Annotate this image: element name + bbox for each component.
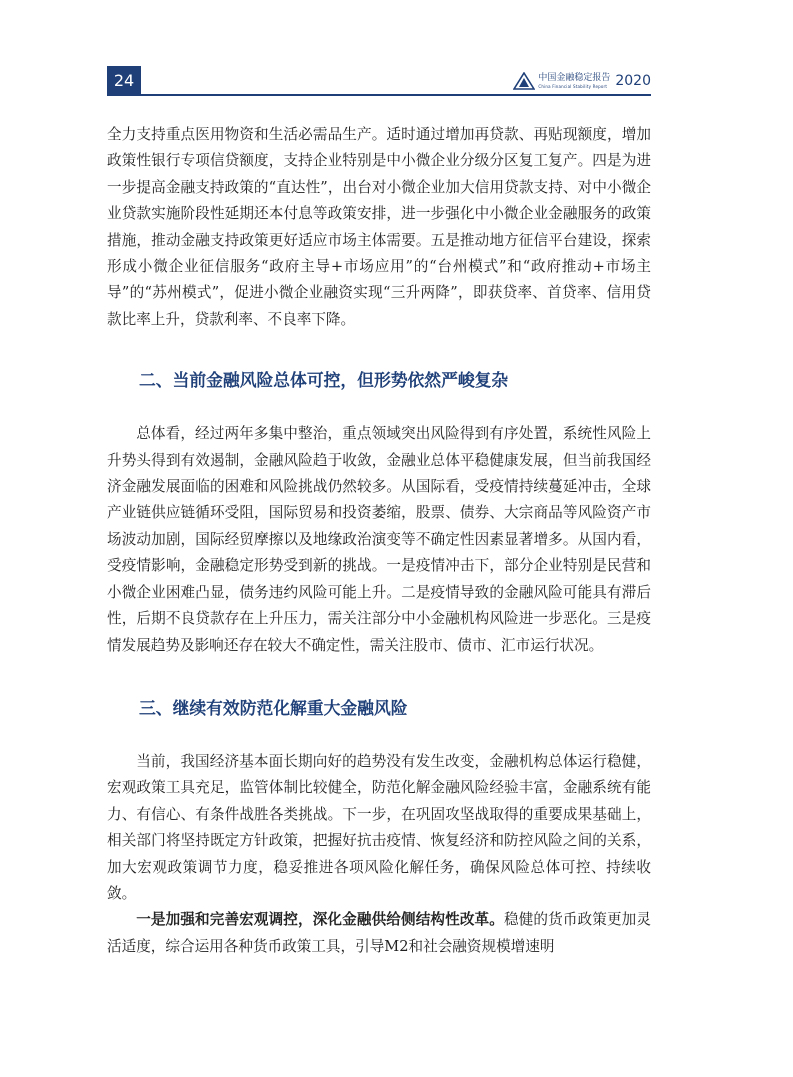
section-3-paragraph: 当前，我国经济基本面长期向好的趋势没有发生改变，金融机构总体运行稳健，宏观政策工具充足，监管体制比较健全，防范化解金融风险经验丰富，金融系统有能力、有信心、有条件战胜各类挑战。下一步，在巩固攻坚战取得的重要成果基础上，相关部门将坚持既定方针政策，把握好抗击疫情、恢复经济和防控风险之间的关系，加大宏观政策调节力度，稳妥推进各项风险化解任务，确保风险总体可控、持续收敛。 — [107, 752, 651, 902]
page-header — [107, 66, 651, 96]
logo-text — [538, 73, 610, 90]
point-1-lead: 一是加强和完善宏观调控，深化金融供给侧结构性改革。 — [136, 911, 504, 929]
section-2-paragraph: 总体看，经过两年多集中整治，重点领域突出风险得到有序处置，系统性风险上升势头得到有效遏制，金融风险趋于收敛，金融业总体平稳健康发展，但当前我国经济金融发展面临的困难和风险挑战仍然较多。从国际看，受疫情持续蔓延冲击，全球产业链供应链循环受阻，国际贸易和投资萎缩，股票、债券、大宗商品等风险资产市场波动加剧，国际经贸摩擦以及地缘政治演变等不确定性因素显著增多。从国内看，受疫情影响，金融稳定形势受到新的挑战。一是疫情冲击下，部分企业特别是民营和小微企业困难凸显，债务违约风险可能上升。二是疫情导致的金融风险可能具有滞后性，后期不良贷款存在上升压力，需关注部分中小金融机构风险进一步恶化。三是疫情发展趋势及影响还存在较大不确定性，需关注股市、债市、汇市运行状况。 — [107, 425, 651, 654]
point-1-text: 稳健的货币政策更加灵活适度，综合运用各种货币政策工具，引导M2和社会融资规模增速明 — [107, 911, 651, 955]
report-logo-icon — [513, 72, 535, 90]
report-logo — [513, 68, 651, 94]
page-content — [107, 122, 651, 960]
section-heading-2: 二、当前金融风险总体可控，但形势依然严峻复杂 — [139, 370, 509, 391]
paragraph-continued: 全力支持重点医用物资和生活必需品生产。适时通过增加再贷款、再贴现额度，增加政策性银行专项信贷额度，支持企业特别是中小微企业分级分区复工复产。四是为进一步提高金融支持政策的“直达性”，出台对小微企业加大信用贷款支持、对中小微企业贷款实施阶段性延期还本付息等政策安排，进一步强化中小微企业金融服务的政策措施，推动金融支持政策更好适应市场主体需要。五是推动地方征信平台建设，探索形成小微企业征信服务“政府主导+市场应用”的“台州模式”和“政府推动+市场主导”的“苏州模式”，促进小微企业融资实现“三升两降”，即获贷率、首贷率、信用贷款比率上升，贷款利率、不良率下降。 — [107, 126, 651, 328]
page-number: 24 — [107, 66, 141, 96]
logo-title-cn: 中国金融稳定报告 — [538, 72, 611, 83]
section-heading-3: 三、继续有效防范化解重大金融风险 — [139, 697, 408, 718]
section-3-point-1 — [107, 907, 651, 960]
logo-year: 2020 — [615, 73, 651, 89]
logo-title-en: China Financial Stability Report — [538, 83, 608, 89]
header-rule — [141, 94, 651, 96]
